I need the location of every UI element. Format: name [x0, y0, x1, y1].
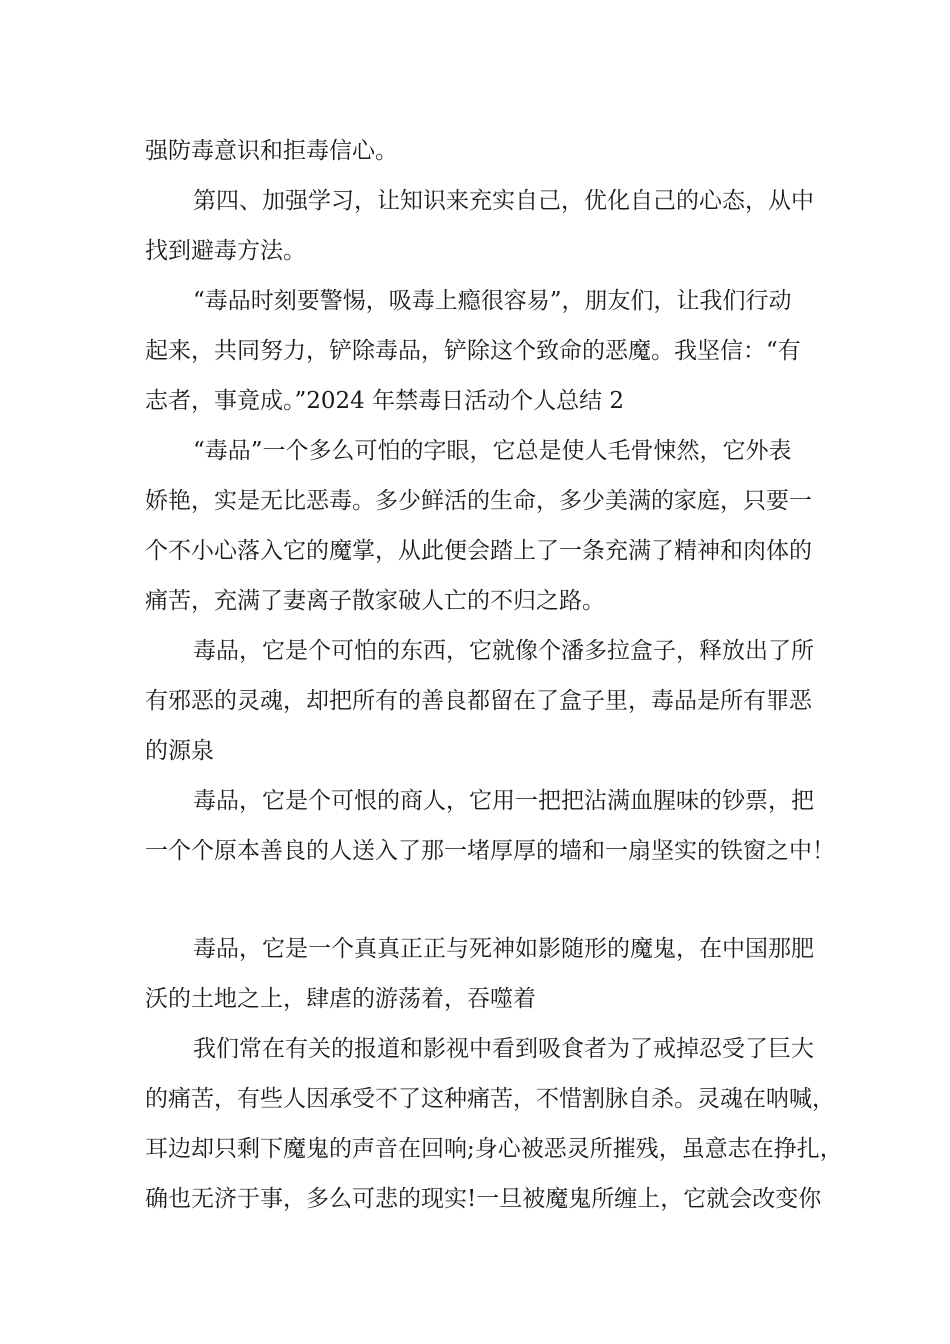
- text-line: 痛苦，充满了妻离子散家破人亡的不归之路。: [145, 588, 605, 614]
- text-line: 有邪恶的灵魂，却把所有的善良都留在了盒子里，毒品是所有罪恶: [145, 688, 812, 714]
- text-line: 娇艳，实是无比恶毒。多少鲜活的生命，多少美满的家庭，只要一: [145, 488, 812, 514]
- text-line: 志者，事竟成。”2024 年禁毒日活动个人总结 2: [145, 388, 625, 414]
- text-line: 沃的土地之上，肆虐的游荡着，吞噬着: [145, 986, 536, 1012]
- text-line: “毒品”一个多么可怕的字眼，它总是使人毛骨悚然，它外表: [193, 438, 792, 464]
- text-line: 个不小心落入它的魔掌，从此便会踏上了一条充满了精神和肉体的: [145, 538, 812, 564]
- text-line: 的痛苦，有些人因承受不了这种痛苦，不惜割脉自杀。灵魂在呐喊，: [145, 1086, 835, 1112]
- text-line: 第四、加强学习，让知识来充实自己，优化自己的心态，从中: [193, 188, 814, 214]
- text-line: 起来，共同努力，铲除毒品，铲除这个致命的恶魔。我坚信：“有: [145, 338, 801, 364]
- text-line: 一个个原本善良的人送入了那一堵厚厚的墙和一扇坚实的铁窗之中！: [145, 838, 835, 864]
- text-line: “毒品时刻要警惕，吸毒上瘾很容易”，朋友们，让我们行动: [193, 288, 792, 314]
- text-line: 找到避毒方法。: [145, 238, 306, 264]
- text-line: 毒品，它是一个真真正正与死神如影随形的魔鬼，在中国那肥: [193, 936, 814, 962]
- text-line: 毒品，它是个可怕的东西，它就像个潘多拉盒子，释放出了所: [193, 638, 814, 664]
- text-line: 我们常在有关的报道和影视中看到吸食者为了戒掉忍受了巨大: [193, 1036, 814, 1062]
- text-line: 强防毒意识和拒毒信心。: [145, 138, 398, 164]
- text-line: 毒品，它是个可恨的商人，它用一把把沾满血腥味的钞票，把: [193, 788, 814, 814]
- text-line: 耳边却只剩下魔鬼的声音在回响;身心被恶灵所摧残，虽意志在挣扎，: [145, 1136, 843, 1162]
- text-line: 的源泉: [145, 738, 214, 764]
- text-line: 确也无济于事，多么可悲的现实!一旦被魔鬼所缠上，它就会改变你: [145, 1186, 822, 1212]
